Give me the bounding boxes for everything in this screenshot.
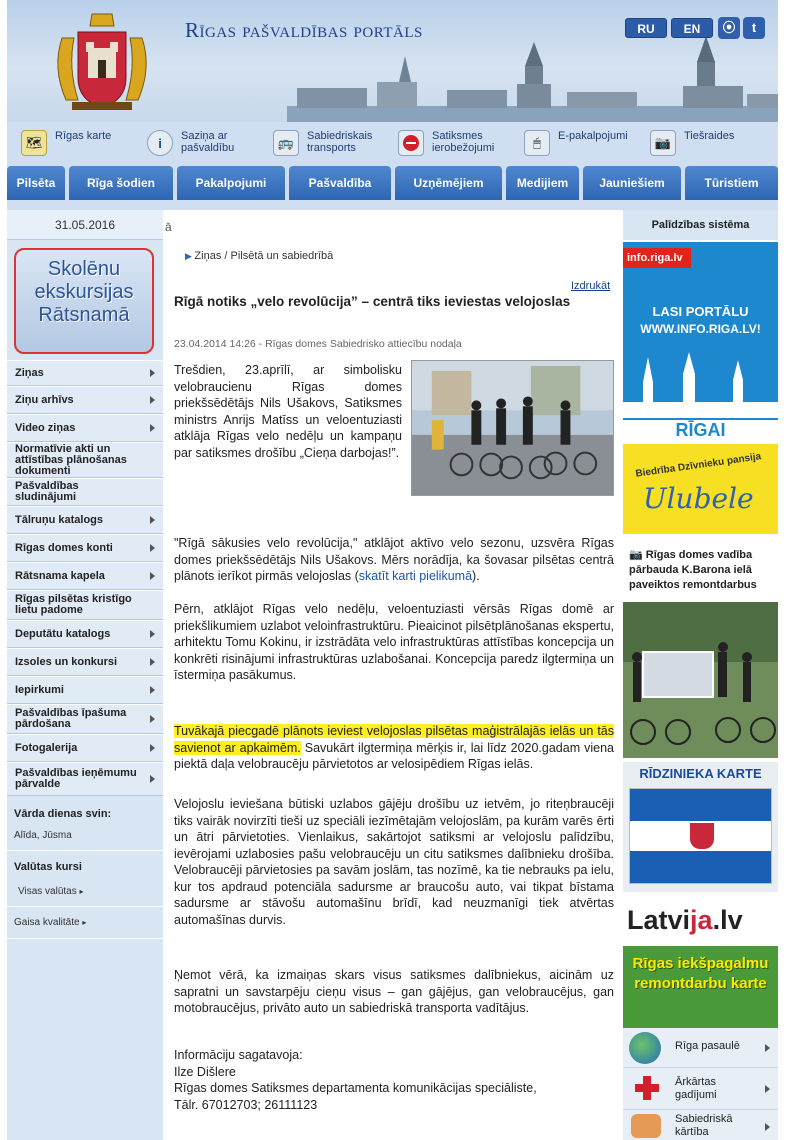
divider [7, 938, 163, 939]
sidebar-item-deputatu-katalogs[interactable]: Deputātu katalogs [7, 620, 163, 648]
lang-en-button[interactable]: EN [671, 18, 713, 38]
arrow-right-icon [150, 686, 155, 694]
article-paragraph-2: "Rīgā sākusies velo revolūcija," atklājot aktīvo velo sezonu, uzsvēra Rīgas domes priekšsēdētājs Nils Ušakovs. Mērs norādīja, ka šovasar pilsētas centrā plānots ierīkot pirmās velojoslas (skatīt karti pielikumā). [174, 536, 614, 583]
ulubele-banner[interactable]: Biedrība Dzīvnieku pansija Ulubele [623, 444, 778, 534]
link-arkartas-gadijumi[interactable]: Ārkārtas gadījumi [623, 1068, 778, 1110]
quick-link-contact[interactable]: i Saziņa ar pašvaldību [147, 130, 249, 156]
nav-tab-turistiem[interactable]: Tūristiem [685, 166, 778, 200]
quick-link-traffic[interactable]: Satiksmes ierobežojumi [398, 130, 502, 156]
hand-icon [631, 1114, 661, 1138]
camera-icon: 📷 [629, 549, 646, 561]
skolenu-ekskursijas-banner[interactable]: Skolēnu ekskursijas Rātsnamā [14, 248, 154, 354]
article-paragraph-5: Velojoslu ieviešana būtiski uzlabos gājēju drošību uz ietvēm, jo riteņbraucēji tiks vairāk novirzīti tieši uz speciāli iezīmētajām velojoslām, pa kurām varēs ērti un ātri pārvietoties. Vienlaikus, sakārtojot satiksmi ar velojoslu palīdzību, ievērojami uzlabosies pašu velobraucēju un citu satiksmes dalībnieku drošība. Velobraucēji pārvietosies pa savām joslām, tas nozīmē, ka tie nebrauks pa ielu, kur tos apdraud potenciāla sadursme ar braucošu auto, vai tikpat bīstama sadursme ar stāvošu automašīnu brīdī, kad neuzmanīgi tiek atvērtas automašīnas durvis. [174, 797, 614, 927]
riga-skyline-image [287, 36, 778, 122]
breadcrumb[interactable]: ▶ Ziņas / Pilsētā un sabiedrībā [185, 250, 334, 262]
mouse-icon: 🖱 [524, 130, 550, 156]
sidebar-item-iepirkumi[interactable]: Iepirkumi [7, 676, 163, 704]
right-sidebar [623, 210, 778, 1140]
arrow-right-icon [150, 544, 155, 552]
sidebar-item-zinas[interactable]: Ziņas [7, 360, 163, 386]
nav-tab-pasvaldiba[interactable]: Pašvaldība [289, 166, 391, 200]
riga-coat-of-arms-logo[interactable] [42, 8, 162, 112]
quick-link-transport[interactable]: 🚌 Sabiedriskais transports [273, 130, 387, 156]
sidebar-item-normativie-akti[interactable]: Normatīvie akti un attīstības plānošanas dokumenti [7, 442, 163, 478]
nav-tab-pakalpojumi[interactable]: Pakalpojumi [177, 166, 285, 200]
arrow-right-icon [150, 744, 155, 752]
article-paragraph-4: Tuvākajā piecgadē plānots ieviest velojoslas pilsētas maģistrālajās ielās un tās savienot ar apkaimēm. Savukārt ilgtermiņa mērķis ir, lai līdz 2020.gadam viena piektā daļa velobraucēju pārvietotos ar velosipēdiem Rīgas ielās. [174, 724, 614, 771]
resident-card-image [629, 788, 772, 884]
sidebar-item-ipasuma-pardosana[interactable]: Pašvaldības īpašuma pārdošana [7, 704, 163, 734]
sidebar-item-talrunu-katalogs[interactable]: Tālruņu katalogs [7, 506, 163, 534]
divider [7, 906, 163, 907]
arrow-right-icon [150, 369, 155, 377]
article-author: Informāciju sagatavoja: Ilze Dišlere Rīgas domes Satiksmes departamenta komunikācijas speciāliste, Tālr. 67012703; 26111123 [174, 1048, 537, 1112]
highlighted-text: Tuvākajā piecgadē plānots ieviest velojoslas pilsētas maģistrālajās ielās un tās savienot ar apkaimēm. [174, 724, 614, 755]
quick-link-map[interactable]: 🗺 Rīgas karte [21, 130, 111, 156]
nav-tab-jauniesiem[interactable]: Jauniešiem [583, 166, 681, 200]
arrow-right-icon: ▸ [82, 918, 87, 927]
article-photo-cyclists[interactable] [411, 360, 614, 496]
sidebar-item-domes-konti[interactable]: Rīgas domes konti [7, 534, 163, 562]
sidebar-item-izsoles[interactable]: Izsoles un konkursi [7, 648, 163, 676]
name-days-value: Alīda, Jūsma [14, 830, 72, 841]
riga-skyline-icon [623, 352, 778, 418]
nav-tab-riga-sodien[interactable]: Rīga šodien [69, 166, 173, 200]
webcam-icon: 📷 [650, 130, 676, 156]
ridzinieka-karte-banner[interactable]: RĪDZINIEKA KARTE [623, 762, 778, 892]
arrow-right-icon [150, 715, 155, 723]
arrow-right-icon [150, 572, 155, 580]
sidebar-item-ratsnama-kapela[interactable]: Rātsnama kapela [7, 562, 163, 590]
rss-icon[interactable]: ⦿ [718, 17, 740, 39]
sidebar-item-kristigo-lietu-padome[interactable]: Rīgas pilsētas kristīgo lietu padome [7, 590, 163, 620]
site-title[interactable]: Rīgas pašvaldības portāls [185, 18, 423, 42]
arrow-right-icon [765, 1123, 770, 1131]
main-nav [7, 166, 778, 200]
print-link[interactable]: Izdrukāt [571, 280, 611, 292]
article-meta: 23.04.2014 14:26 - Rīgas domes Sabiedrisko attiecību nodaļa [174, 338, 462, 350]
quick-links-bar [7, 122, 778, 166]
quick-link-eservices[interactable]: 🖱 E-pakalpojumi [524, 130, 628, 156]
article-paragraph-6: Ņemot vērā, ka izmaiņas skars visus satiksmes dalībniekus, aicinām uz sapratni un savstarpēju cieņu visus – gan gājējus, gan velobraucējus, gan motobraucējus, privāto auto un sabiedriskā transporta vadītājus. [174, 968, 614, 1015]
globe-icon [629, 1032, 661, 1064]
arrow-right-icon [150, 516, 155, 524]
no-entry-icon [398, 130, 424, 156]
air-quality-link[interactable]: Gaisa kvalitāte ▸ [14, 917, 87, 928]
left-sidebar [7, 210, 163, 1140]
sidebar-item-zinu-arhivs[interactable]: Ziņu arhīvs [7, 386, 163, 414]
divider [7, 850, 163, 851]
sidebar-item-fotogalerija[interactable]: Fotogalerija [7, 734, 163, 762]
rigai-logo: RĪGAI [623, 420, 778, 440]
sidebar-item-video-zinas[interactable]: Video ziņas [7, 414, 163, 442]
lang-ru-button[interactable]: RU [625, 18, 667, 38]
news-photo-cyclists[interactable] [623, 602, 778, 758]
arrow-right-icon [150, 424, 155, 432]
currency-label: Valūtas kursi [14, 861, 82, 873]
red-cross-icon [635, 1076, 659, 1100]
nav-tab-uznemejiem[interactable]: Uzņēmējiem [395, 166, 502, 200]
info-icon: i [147, 130, 173, 156]
latvija-lv-banner[interactable]: Latvija.lv [623, 896, 778, 944]
nav-tab-medijiem[interactable]: Medijiem [506, 166, 579, 200]
arrow-right-icon: ▸ [79, 887, 84, 896]
help-system-title[interactable]: Palīdzības sistēma [623, 210, 778, 240]
news-kbarona-link[interactable]: 📷 Rīgas domes vadība pārbauda K.Barona ielā paveiktos remontdarbus [623, 540, 778, 600]
article-title: Rīgā notiks „velo revolūcija” – centrā tiks ieviestas velojoslas [174, 294, 571, 309]
bus-icon: 🚌 [273, 130, 299, 156]
truncated-text: ā [165, 220, 172, 234]
nav-underline [7, 200, 778, 210]
attachment-map-link[interactable]: skatīt karti pielikumā [358, 569, 473, 583]
link-riga-pasaule[interactable]: Rīga pasaulē [623, 1028, 778, 1068]
quick-link-live[interactable]: 📷 Tiešraides [650, 130, 734, 156]
twitter-icon[interactable]: t [743, 17, 765, 39]
arrow-right-icon [150, 630, 155, 638]
map-icon: 🗺 [21, 130, 47, 156]
arrow-right-icon [765, 1085, 770, 1093]
arrow-right-icon [150, 658, 155, 666]
arrow-right-icon [150, 396, 155, 404]
article-paragraph-3: Pērn, atklājot Rīgas velo nedēļu, veloentuziasti vērsās Rīgas domē ar priekšlikumiem uzlabot veloinfrastruktūru. Pieaicinot pilsētplānošanas ekspertu, arhitektu Tomu Kokinu, ir izstrādāta velo infrastruktūras attīstības koncepcija un konkrēti risinājumi infrastruktūras uzlabošanai. Koncepcija paredz ilgtermiņa un īstermiņa pasākumus. [174, 602, 614, 682]
name-days-label: Vārda dienas svin: [14, 808, 112, 820]
info-riga-banner[interactable]: info.riga.lv LASI PORTĀLU WWW.INFO.RIGA.LV! RĪGAI [623, 242, 778, 440]
sidebar-item-ienemumu-parvalde[interactable]: Pašvaldības ieņēmumu pārvalde [7, 762, 163, 796]
arrow-right-icon [765, 1044, 770, 1052]
courtyard-repairs-map-banner[interactable]: Rīgas iekšpagalmu remontdarbu karte [623, 946, 778, 1028]
arrow-right-icon: ▶ [185, 251, 195, 261]
sidebar-item-sludinajumi[interactable]: Pašvaldības sludinājumi [7, 478, 163, 506]
nav-tab-pilseta[interactable]: Pilsēta [7, 166, 65, 200]
all-currencies-link[interactable]: Visas valūtas ▸ [18, 886, 84, 897]
arrow-right-icon [150, 775, 155, 783]
link-sabiedriska-kartiba[interactable]: Sabiedriskā kārtība [623, 1110, 778, 1140]
main-content [163, 210, 623, 1140]
article-paragraph-1: Trešdien, 23.aprīlī, ar simbolisku velobraucienu Rīgas domes priekšsēdētājs Nils Ušakovs, Satiksmes ministrs Anrijs Matīss un veloentuziasti atklāja Rīgas velo nedēļu un kampaņu par satiksmes drošību „Cieņa darbojas!”. [174, 363, 402, 460]
current-date: 31.05.2016 [7, 210, 163, 240]
site-header [7, 0, 778, 122]
